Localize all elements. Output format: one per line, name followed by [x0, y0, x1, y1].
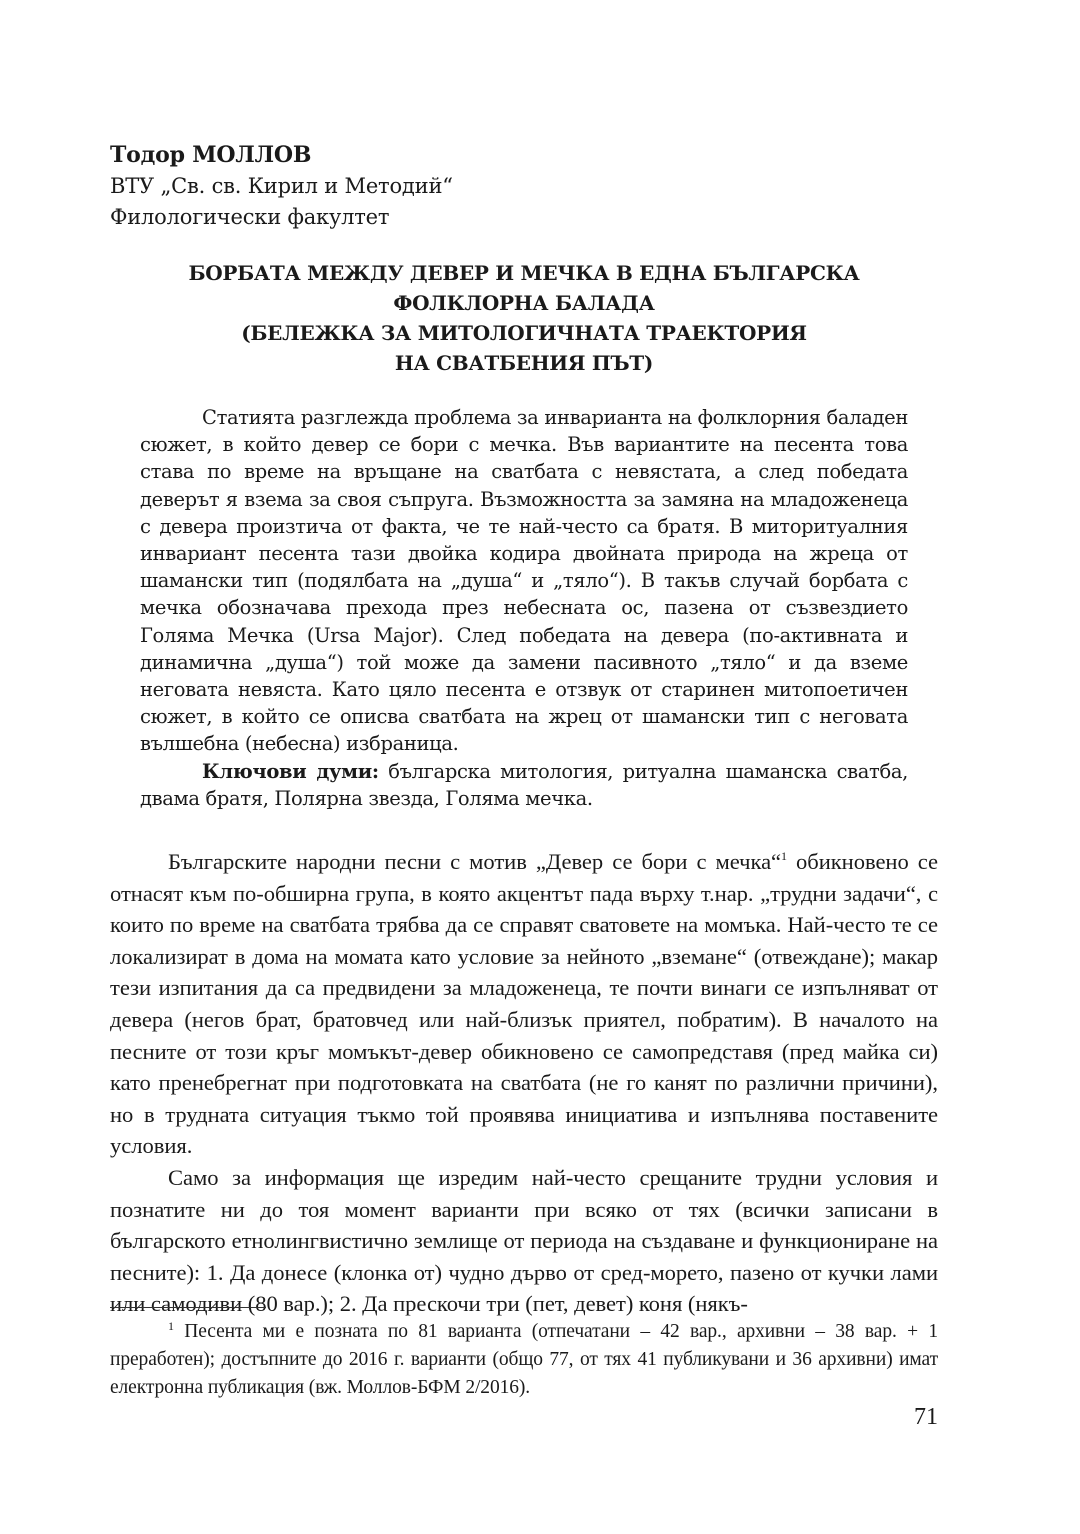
keywords-text: българска митология, ритуална шаманска сватба, двама братя, Полярна звезда, Голяма мечка. — [140, 759, 908, 810]
author-block — [110, 140, 810, 233]
keywords — [140, 758, 908, 812]
author-affiliation-faculty: Филологически факултет — [110, 205, 390, 229]
body-paragraph-1-rest: обикновено се отнасят към по-обширна група, в която акцентът пада върху т.нар. „трудни задачи“, с които по време на сватбата трябва да се справят сватовете на момъка. Най-често те се локализират в дома на момата като условие за нейното „вземане“ (отвеждане); макар тези изпитания да са предвидени за младоженеца, те почти винаги се изпълняват от девера (негов брат, братовчед или най-близък приятел, побратим). В началото на песните от този кръг момъкът-девер обикновено се самопредставя (пред майка си) като пренебрегнат при подготовката на сватбата (не го канят по различни причини), но в трудната ситуация тъкмо той проявява инициатива и изпълнява поставените условия. — [110, 849, 938, 1159]
title-line-2: ФОЛКЛОРНА БАЛАДА — [393, 291, 655, 315]
author-name: Тодор МОЛЛОВ — [110, 142, 312, 168]
author-affiliation-university: ВТУ „Св. св. Кирил и Методий“ — [110, 174, 453, 198]
article-title — [110, 258, 938, 378]
footnote-text: Песента ми е позната по 81 варианта (отпечатани – 42 вар., архивни – 38 вар. + 1 преработен); достъпните до 2016 г. варианти (общо 77, от тях 41 публикувани и 36 архивни) имат електронна публикация (вж. Моллов-БФМ 2/2016). — [110, 1321, 938, 1398]
abstract — [140, 404, 908, 812]
title-line-4: НА СВАТБЕНИЯ ПЪТ) — [394, 351, 654, 375]
footnote — [110, 1318, 938, 1402]
body-paragraph-2: Само за информация ще изредим най-често срещаните трудни условия и познатите ни до тоя момент варианти при всяко от тях (всички записани в българското етнолингвистично землище от периода на създаване и функциониране на песните): 1. Да донесе (клонка от) чудно дърво от сред-морето, пазено от кучки лами или самодиви (80 вар.); 2. Да прескочи три (пет, девет) коня (някъ- — [110, 1164, 938, 1317]
body-text — [110, 846, 938, 1320]
footnote-reference[interactable]: 1 — [781, 849, 787, 863]
abstract-text: Статията разглежда проблема за инварианта на фолклорния баладен сюжет, в който девер се бори с мечка. Във вариантите на песента това става по време на връщане на сватбата с невястата, а след победата деверът я взема за своя съпруга. Възможността за замяна на младоженеца с девера произтича от факта, че те най-често са братя. В миторитуалния инвариант песента тази двойка кодира двойната природа на жреца от шамански тип (подялбата на „душа“ и „тяло“). В такъв случай борбата с мечка обозначава прехода през небесната ос, пазена от съзвездието Голяма Мечка (Ursa Major). След победата на девера (по-активната и динамична „душа“) той може да замени пасивното „тяло“ и да вземе неговата невяста. Като цяло песента е отзвук от старинен митопоетичен сюжет, в който се описва сватбата на жрец от шамански тип с неговата вълшебна (небесна) избраница. — [140, 406, 908, 756]
title-line-1: БОРБАТА МЕЖДУ ДЕВЕР И МЕЧКА В ЕДНА БЪЛГАРСКА — [188, 261, 860, 285]
body-paragraph-1 — [110, 846, 938, 1162]
title-line-3: (БЕЛЕЖКА ЗА МИТОЛОГИЧНАТА ТРАЕКТОРИЯ — [241, 321, 807, 345]
body-paragraph-1-start: Българските народни песни с мотив „Девер се бори с мечка“ — [168, 849, 782, 874]
footnote-number: 1 — [168, 1319, 174, 1333]
page-number: 71 — [914, 1404, 938, 1430]
keywords-label: Ключови думи: — [202, 759, 379, 783]
footnote-divider — [110, 1307, 266, 1308]
